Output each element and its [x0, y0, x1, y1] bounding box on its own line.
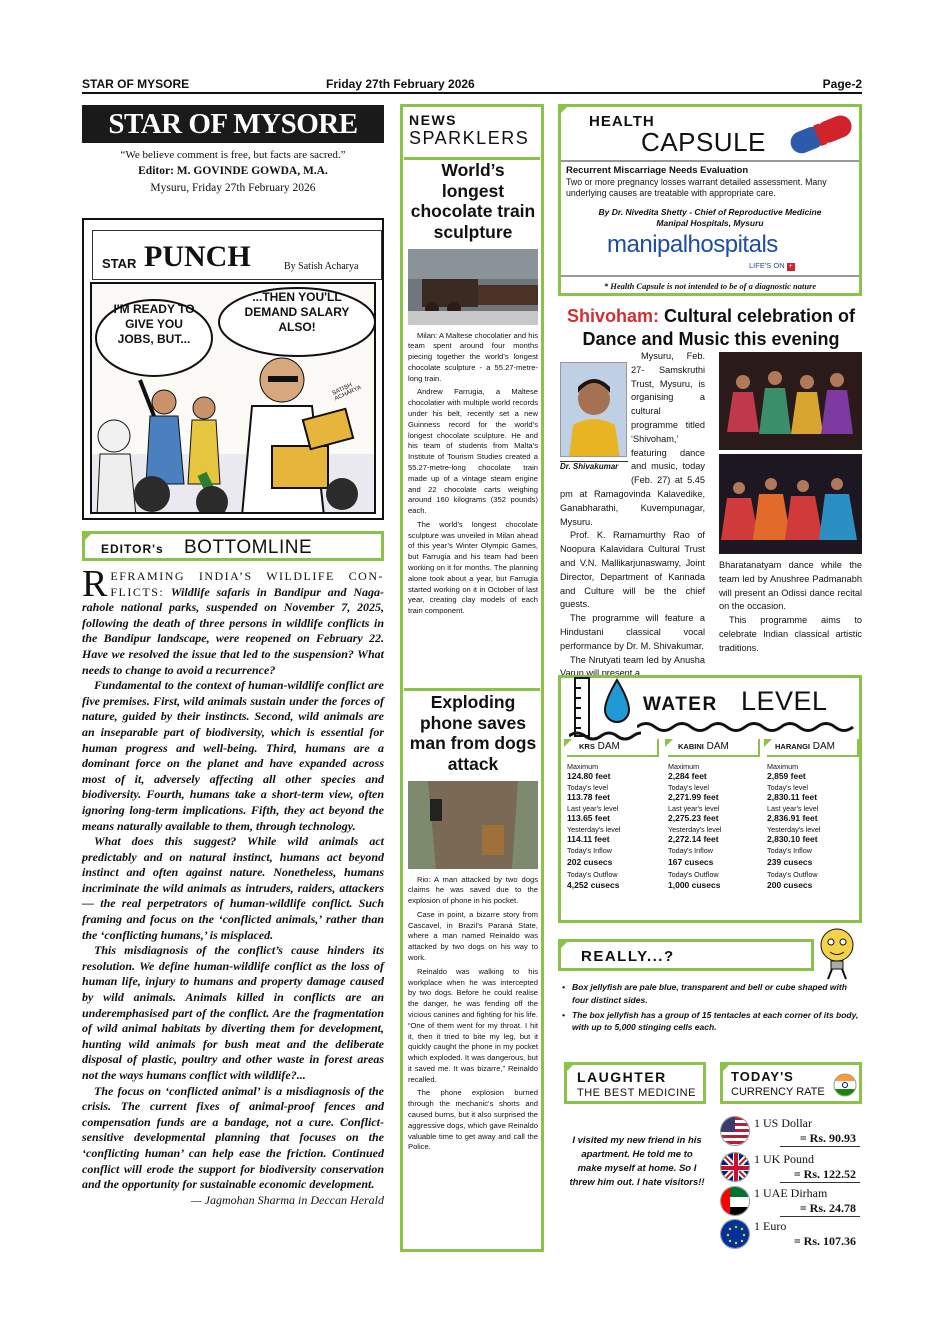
- krs-outflow: 4,252 cusecs: [567, 880, 620, 891]
- laughter-joke: I visited my new friend in his apartment. He told me to make myself at home. So I threw him out. I hate visitors!!: [569, 1135, 705, 1189]
- news-divider-2: [404, 688, 540, 691]
- health-capsule-box: [558, 104, 862, 296]
- kabini-last: 2,275.23 feet: [668, 813, 719, 824]
- phone-headline: Exploding phone saves man from dogs attack: [409, 692, 537, 774]
- harangi-today-label: Today's level: [767, 783, 808, 793]
- chocolate-caption: Milan: A Maltese chocolatier and his team spent around four months piecing together the world’s longest chocolate sculpture - a 55.27-metre-long train.: [408, 330, 538, 383]
- phone-photo: [408, 781, 538, 869]
- harangi-today: 2,830.11 feet: [767, 792, 818, 803]
- bubble-salary: ...THEN YOU'LL DEMAND SALARY ALSO!: [244, 290, 350, 334]
- water-label-a: WATER: [643, 694, 718, 715]
- phone-p2: Reinaldo was walking to his workplace when he was intercepted by two dogs. Before he could realise the danger, he was fending off the vicious canines and fighting for his life. “One of them went for my throat. I hit it, then it tried to bite my leg, but it quickly caught the phone in my pocket which exploded. It was dangerous, but it saved me. It was bizarre,” Reinaldo recalled.: [408, 966, 538, 1084]
- rate-eur: [720, 1219, 860, 1251]
- uk-flag-icon: [720, 1152, 750, 1182]
- health-byline-1: By Dr. Nivedita Shetty - Chief of Reproductive Medicine: [598, 207, 822, 217]
- harangi-dam: DAM: [812, 741, 836, 752]
- bullet-icon: •: [562, 1009, 565, 1020]
- harangi-code: HARANGI: [775, 742, 810, 751]
- health-note: * Health Capsule is not intended to be of a diagnostic nature: [603, 281, 817, 291]
- dam-kabini: [668, 739, 760, 894]
- really-facts: [560, 981, 862, 1034]
- health-byline-2: Manipal Hospitals, Mysuru: [656, 218, 764, 228]
- kabini-max-label: Maximum: [668, 762, 700, 771]
- manipal-tagline-text: LIFE'S ON: [749, 261, 785, 270]
- health-title: Recurrent Miscarriage Needs Evaluation: [566, 165, 749, 176]
- masthead-editor: Editor: M. GOVINDE GOWDA, M.A.: [138, 165, 328, 177]
- kabini-yest-label: Yesterday's level: [668, 825, 722, 835]
- krs-in-label: Today's Inflow: [567, 846, 612, 856]
- aed-name: 1 UAE Dirham: [754, 1186, 828, 1200]
- phone-caption: Rio: A man attacked by two dogs claims he was saved due to the explosion of phone in his pocket.: [408, 874, 538, 906]
- shivoham-title-a: Shivoham:: [566, 306, 659, 326]
- krs-max-label: Maximum: [567, 762, 599, 771]
- news-heading: [409, 112, 537, 158]
- kabini-tab: [668, 739, 760, 757]
- editorial-lead-rest: Wildlife safaris in Bandipur and Naga-rahole national parks, suspended on November 7, 2025, following the death of three persons in wildlife conflicts in the Bandipur landscape, were reopened on February 22. Have we resolved the issue that led to the suspension? What needs to change to avoid a recurrence?: [82, 584, 384, 677]
- masthead-banner: [82, 105, 384, 143]
- bullet-icon: •: [562, 982, 565, 992]
- shivoham-col-2: [719, 559, 862, 656]
- rate-aed: [720, 1186, 860, 1218]
- dance-photo-2: [719, 454, 862, 554]
- kabini-inflow: 167 cusecs: [668, 857, 714, 868]
- news-story-phone: [408, 692, 538, 1156]
- punch-title: PUNCH: [144, 240, 251, 273]
- kabini-last-label: Last year's level: [668, 804, 720, 814]
- krs-yest-label: Yesterday's level: [567, 825, 621, 835]
- masthead-motto: “We believe comment is free, but facts are sacred.”: [120, 149, 346, 161]
- harangi-yest: 2,830.10 feet: [767, 834, 818, 845]
- fact-1-text: Box jellyfish are pale blue, transparent and bell or cube shaped with four distinct sides.: [572, 982, 847, 1005]
- krs-yest: 114.11 feet: [567, 834, 610, 845]
- editorial-label-b: BOTTOMLINE: [184, 537, 313, 558]
- harangi-yest-label: Yesterday's level: [767, 825, 821, 835]
- editorial-p1: Fundamental to the context of human-wildlife conflict are five premises. First, wild animals sustain under the forces of nature, guided by their instincts. Second, wild animals are an inseparable part of biodiversity, which is essential for human progress and well-being. Third, humans are a dominant force on the planet and have expanded across most of it, adversely affecting all other species and biodiversity. Fourth, humans take a short-term view, often ignoring long-term implications. Fifth, they act beyond the means naturally available to them, through technology.: [82, 678, 384, 833]
- shivoham-col-1: [560, 350, 705, 681]
- kabini-out-label: Today's Outflow: [668, 869, 719, 879]
- shivoham-p1: Mysuru, Feb. 27- Samskruthi Trust, Mysuru, is organising a cultural programme titled ‘Shivoham,’ featuring dance and music, today (Feb. 27) at 5.45 pm at Ramagovinda Kalavedike, Ganabharathi, Kuvempunagar, Mysuru.: [560, 351, 705, 527]
- harangi-last: 2,836.91 feet: [767, 813, 818, 824]
- bubble-jobs: I'M READY TO GIVE YOU JOBS, BUT...: [113, 302, 195, 346]
- dance-photo-1: [719, 352, 862, 450]
- harangi-last-label: Last year's level: [767, 804, 819, 814]
- punch-byline: By Satish Acharya: [284, 261, 359, 272]
- kabini-today-label: Today's level: [668, 783, 709, 793]
- really-heading-box: [558, 939, 814, 971]
- eu-flag-icon: [720, 1219, 750, 1249]
- krs-today: 113.78 feet: [567, 792, 611, 803]
- krs-out-label: Today's Outflow: [567, 869, 618, 879]
- water-drop-icon: [569, 674, 641, 744]
- masthead-dateline: Mysuru, Friday 27th February 2026: [150, 182, 316, 194]
- krs-dam: DAM: [597, 741, 620, 752]
- header-page: Page-2: [822, 77, 862, 91]
- punch-star: STAR: [102, 256, 137, 271]
- harangi-max: 2,859 feet: [767, 770, 806, 781]
- plus-icon: +: [788, 263, 793, 270]
- star-punch-box: [82, 218, 384, 520]
- capsule-icon: [783, 109, 861, 159]
- wave-line: [637, 720, 859, 734]
- kabini-dam: DAM: [706, 741, 729, 752]
- shivoham-title: [558, 305, 864, 352]
- krs-last: 113.65 feet: [567, 813, 611, 824]
- phone-p3: The phone explosion burned through the mechanic’s shorts and caused burns, but it also surprised the aggressive dogs, which gave Reinaldo valuable time to get away and call the Police.: [408, 1088, 538, 1152]
- really-label: REALLY...?: [581, 948, 675, 965]
- india-flag-icon: [833, 1073, 857, 1097]
- editorial-label-a: EDITOR's: [101, 542, 164, 556]
- harangi-inflow: 239 cusecs: [767, 857, 813, 868]
- lightbulb-icon: [812, 925, 862, 980]
- editorial-p3: This misdiagnosis of the conflict’s cause hinders its resolution. We define human-wildlife conflict as the loss of human life, injury to humans and property damage caused by wild animals. Animals killed in conflicts are an underemphasised part of the conflict. Are the fragmentation of wild animal habitats by diverting them for development, hunting wild animals for bush meat and the deliberate disposal of plastic, poultry and other waste in forest areas not the ways humans conflict with wildlife?...: [82, 943, 384, 1082]
- editorial-heading-box: [82, 531, 384, 561]
- news-label-a: NEWS: [409, 112, 457, 128]
- laughter-heading-box: [564, 1062, 706, 1104]
- editorial-lead: EFRAMING INDIA’S WILDLIFE CON-FLICTS:: [110, 569, 384, 599]
- shivoham-p2: Prof. K. Ramamurthy Rao of Noopura Kalavidara Cultural Trust and V.N. Mallikarjunaswamy, Joint Director, Department of Kannada and Culture will be the chief guests.: [560, 530, 705, 610]
- krs-last-label: Last year's level: [567, 804, 619, 814]
- kabini-max: 2,284 feet: [668, 770, 707, 781]
- harangi-out-label: Today's Outflow: [767, 869, 818, 879]
- dam-harangi: [767, 739, 859, 894]
- header-date: Friday 27th February 2026: [326, 77, 475, 91]
- gbp-rate: = Rs. 122.52: [793, 1167, 856, 1181]
- kabini-yest: 2,272.14 feet: [668, 834, 719, 845]
- really-fact-1: [560, 981, 862, 1007]
- fact-2-text: The box jellyfish has a group of 15 tentacles at each corner of its body, with up to 5,000 stinging cells each.: [572, 1009, 859, 1033]
- kabini-today: 2,271.99 feet: [668, 792, 719, 803]
- page-header: [82, 76, 862, 94]
- editorial-p4: The focus on ‘conflicted animal’ is a misdiagnosis of the crisis. The current fixes of animal-proof fences and compensation funds are a bandage, not a cure. Conflict-sensitive developmental planning that focuses on the ‘conflicting human’ can help ease the friction. Continued conflict will erode the support for biodiversity conservation and the opportunity for sustainable economic development.: [82, 1083, 384, 1192]
- cartoon-panel: [90, 282, 376, 514]
- editorial-p2: What does this suggest? While wild animals act predictably and on natural instinct, humans act beyond instinct and often against nature. Nonetheless, humans incriminate the wild animals as intruders, raiders, attackers — the real perpetrators of human-wildlife conflict. Such framing and focus on the ‘conflicted animals,’ rather than the ‘conflicting humans,’ is misplaced.: [82, 834, 384, 942]
- harangi-in-label: Today's Inflow: [767, 846, 812, 856]
- health-body: Two or more pregnancy losses warrant detailed assessment. Many underlying causes are treatable with appropriate care.: [566, 177, 827, 199]
- water-label-b: LEVEL: [741, 686, 828, 716]
- aed-rate: = Rs. 24.78: [799, 1201, 856, 1215]
- shivoham-p4: The Nrutyati team led by Anusha Varun will present a: [560, 654, 705, 679]
- currency-heading-box: [720, 1062, 862, 1104]
- header-paper: STAR OF MYSORE: [82, 77, 190, 91]
- krs-today-label: Today's level: [567, 783, 608, 793]
- harangi-max-label: Maximum: [767, 762, 799, 771]
- chocolate-p1: Andrew Farrugia, a Maltese chocolatier with multiple world records under his belt, recently set a new Guinness record for the world’s longest chocolate sculpture. He and his team of students from Malta’s Institute of Tourism Studies created a 55.27-metre-long chocolate train made up of a vintage steam engine and 22 chocolate carts weighing around 160 kilograms (352 pounds) each.: [408, 387, 538, 516]
- laughter-label-a: LAUGHTER: [577, 1069, 667, 1085]
- dam-krs: [567, 739, 659, 894]
- shivoham-p6: This programme aims to celebrate Indian classical artistic traditions.: [719, 615, 862, 653]
- kabini-in-label: Today's Inflow: [668, 846, 713, 856]
- shivoham-p5: Bharatanatyam dance while the team led by Anushree Padmanabh will present an Odissi dance recital on the occasion.: [719, 560, 862, 612]
- uae-flag-icon: [720, 1186, 750, 1216]
- health-divider-2: [561, 275, 859, 277]
- manipal-logo: manipalhospitals: [607, 231, 778, 258]
- portrait-spacer: [560, 350, 631, 475]
- manipal-tagline: [749, 261, 795, 271]
- health-label-b: CAPSULE: [641, 127, 766, 157]
- laughter-label-b: THE BEST MEDICINE: [577, 1087, 696, 1099]
- shivoham-p3: The programme will feature a Hindustani classical vocal performance by Dr. M. Shivakumar.: [560, 613, 705, 651]
- harangi-outflow: 200 cusecs: [767, 880, 813, 891]
- krs-code: KRS: [579, 742, 595, 751]
- chocolate-headline: World’s longest chocolate train sculpture: [410, 160, 536, 242]
- shivoham-title-b: Cultural celebration of Dance and Music this evening: [582, 306, 856, 350]
- currency-label-a: TODAY'S: [731, 1069, 794, 1084]
- phone-p1: Case in point, a bizarre story from Cascavel, in Brazil’s Paraná State, where a man named Reinaldo was attacked by two dogs on his way to work.: [408, 909, 538, 963]
- news-label-b: SPARKLERS: [409, 128, 530, 148]
- rate-usd: [720, 1116, 860, 1148]
- currency-label-b: CURRENCY RATE: [731, 1086, 825, 1098]
- editorial-dropcap: R: [82, 563, 108, 605]
- gbp-name: 1 UK Pound: [754, 1152, 815, 1166]
- harangi-tab: [767, 739, 859, 757]
- usd-rate: = Rs. 90.93: [799, 1131, 856, 1145]
- cartoon-signature: SATISH ACHARYA: [331, 382, 363, 403]
- chocolate-train-photo: [408, 249, 538, 325]
- masthead-title: STAR OF MYSORE: [108, 108, 358, 140]
- health-divider: [561, 160, 859, 162]
- health-label-a: HEALTH: [589, 113, 655, 130]
- krs-max: 124.80 feet: [567, 770, 611, 781]
- krs-tab: [567, 739, 659, 757]
- usd-name: 1 US Dollar: [754, 1116, 812, 1130]
- usa-flag-icon: [720, 1116, 750, 1146]
- rate-gbp: [720, 1152, 860, 1184]
- chocolate-p2: The world’s longest chocolate sculpture was unveiled in Milan ahead of this year’s Winter Olympic Games, but Farrugia and his team had been working on it for months. The planning alone took about a year, but Farrugia started working on it in October of last year, creating clay models of each train component.: [408, 519, 538, 616]
- news-story-chocolate: [408, 160, 538, 620]
- kabini-outflow: 1,000 cusecs: [668, 880, 721, 891]
- editorial-body: [82, 563, 384, 1249]
- kabini-code: KABINI: [678, 742, 704, 751]
- editorial-credit: — Jagmohan Sharma in Deccan Herald: [191, 1192, 384, 1207]
- eur-name: 1 Euro: [754, 1219, 787, 1233]
- really-fact-2: [560, 1009, 862, 1035]
- krs-inflow: 202 cusecs: [567, 857, 613, 868]
- portrait-caption: Dr. Shivakumar: [560, 461, 628, 471]
- eur-rate: = Rs. 107.36: [793, 1234, 856, 1248]
